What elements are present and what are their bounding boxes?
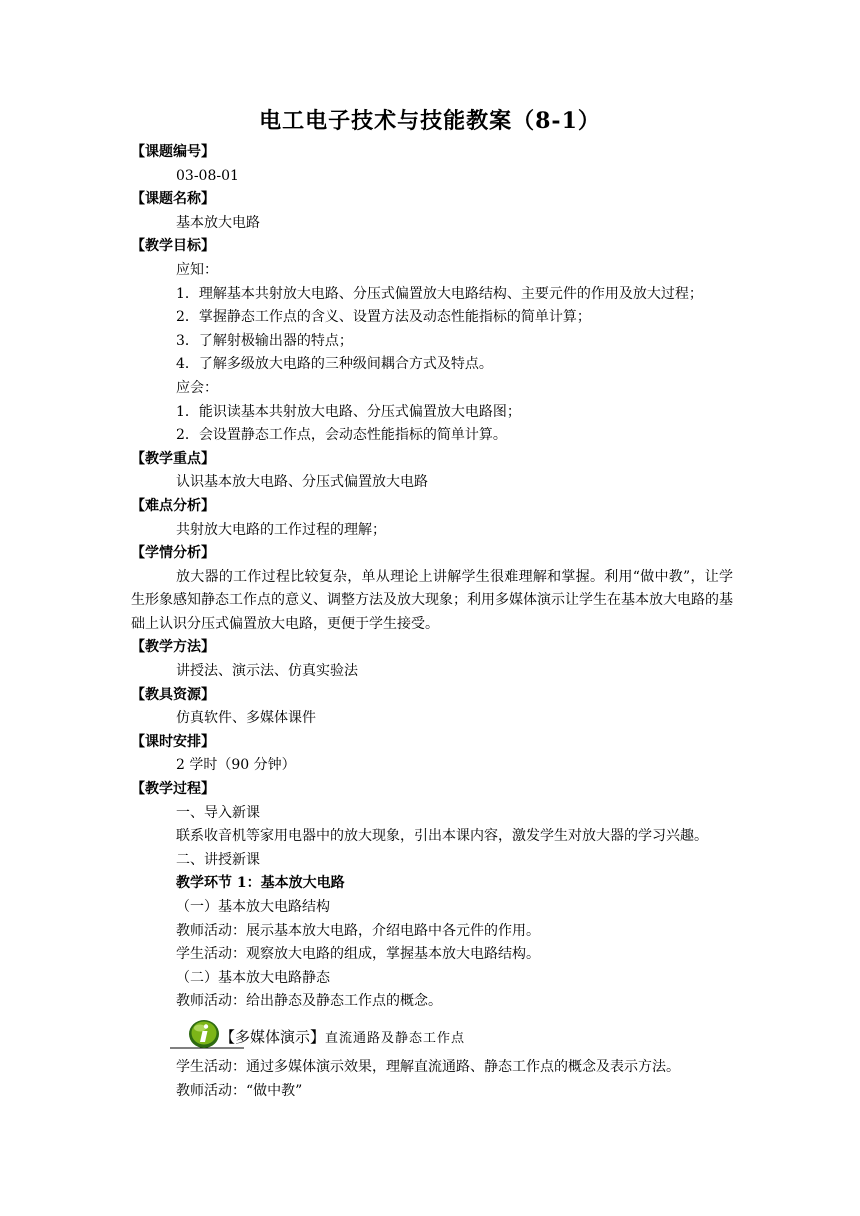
section-heading-name: 【课题名称】	[131, 191, 215, 208]
section-heading-methods: 【教学方法】	[131, 639, 215, 656]
resources-value: 仿真软件、多媒体课件	[176, 710, 316, 727]
subsection-structure: （一）基本放大电路结构	[176, 899, 330, 915]
goal-can-item: 1．能识读基本共射放大电路、分压式偏置放大电路图；	[176, 403, 521, 420]
section-heading-students: 【学情分析】	[131, 545, 215, 562]
section-heading-code: 【课题编号】	[131, 144, 215, 160]
lesson-plan-body	[131, 141, 733, 1103]
students-paragraph: 放大器的工作过程比较复杂，单从理论上讲解学生很难理解和掌握。利用“做中教”，让学生形象感知静态工作点的意义、调整方法及放大现象；利用多媒体演示让学生在基本放大电路的基础上认识分压式偏置放大电路，更便于学生接受。	[131, 568, 733, 632]
multimedia-demo-row	[131, 1018, 733, 1056]
intro-title: 一、导入新课	[176, 804, 260, 821]
section-heading-process: 【教学过程】	[131, 781, 215, 798]
key-value: 认识基本放大电路、分压式偏置放大电路	[176, 474, 428, 491]
multimedia-demo-label	[220, 1026, 465, 1051]
goal-know-item: 1．理解基本共射放大电路、分压式偏置放大电路结构、主要元件的作用及放大过程；	[176, 285, 703, 302]
section-heading-goals: 【教学目标】	[131, 238, 215, 255]
section-heading-key: 【教学重点】	[131, 450, 215, 467]
intro-text: 联系收音机等家用电器中的放大现象，引出本课内容，激发学生对放大器的学习兴趣。	[176, 828, 708, 845]
goals-can-label: 应会：	[176, 379, 218, 396]
goal-know-item: 4．了解多级放大电路的三种级间耦合方式及特点。	[176, 356, 493, 373]
demo-student-activity: 学生活动：通过多媒体演示效果，理解直流通路、静态工作点的概念及表示方法。	[176, 1058, 680, 1075]
goals-know-label: 应知：	[176, 261, 218, 278]
teach-title: 二、讲授新课	[176, 851, 260, 868]
hours-value: 2 学时（90 分钟）	[176, 757, 296, 774]
goal-can-item: 2．会设置静态工作点，会动态性能指标的简单计算。	[176, 427, 507, 444]
methods-value: 讲授法、演示法、仿真实验法	[176, 663, 358, 680]
subsection-static: （二）基本放大电路静态	[176, 969, 330, 986]
demo-teacher-activity: 教师活动：“做中教”	[176, 1082, 303, 1099]
section-heading-hours: 【课时安排】	[131, 733, 215, 750]
structure-student-activity: 学生活动：观察放大电路的组成，掌握基本放大电路结构。	[176, 946, 540, 963]
difficulty-value: 共射放大电路的工作过程的理解；	[176, 521, 386, 538]
structure-teacher-activity: 教师活动：展示基本放大电路，介绍电路中各元件的作用。	[176, 922, 540, 939]
multimedia-demo-title: 【多媒体演示】	[220, 1027, 326, 1046]
section-heading-resources: 【教具资源】	[131, 686, 215, 703]
segment-title: 教学环节 1：基本放大电路	[176, 875, 345, 892]
name-value: 基本放大电路	[176, 214, 260, 231]
code-value: 03-08-01	[176, 167, 239, 184]
multimedia-demo-note: 直流通路及静态工作点	[325, 1030, 466, 1046]
page-title: 电工电子技术与技能教案（8-1）	[259, 108, 601, 134]
section-heading-difficulty: 【难点分析】	[131, 497, 215, 514]
goal-know-item: 2．掌握静态工作点的含义、设置方法及动态性能指标的简单计算；	[176, 309, 591, 326]
static-teacher-activity: 教师活动：给出静态及静态工作点的概念。	[176, 993, 442, 1010]
goal-know-item: 3．了解射极输出器的特点；	[176, 332, 353, 349]
